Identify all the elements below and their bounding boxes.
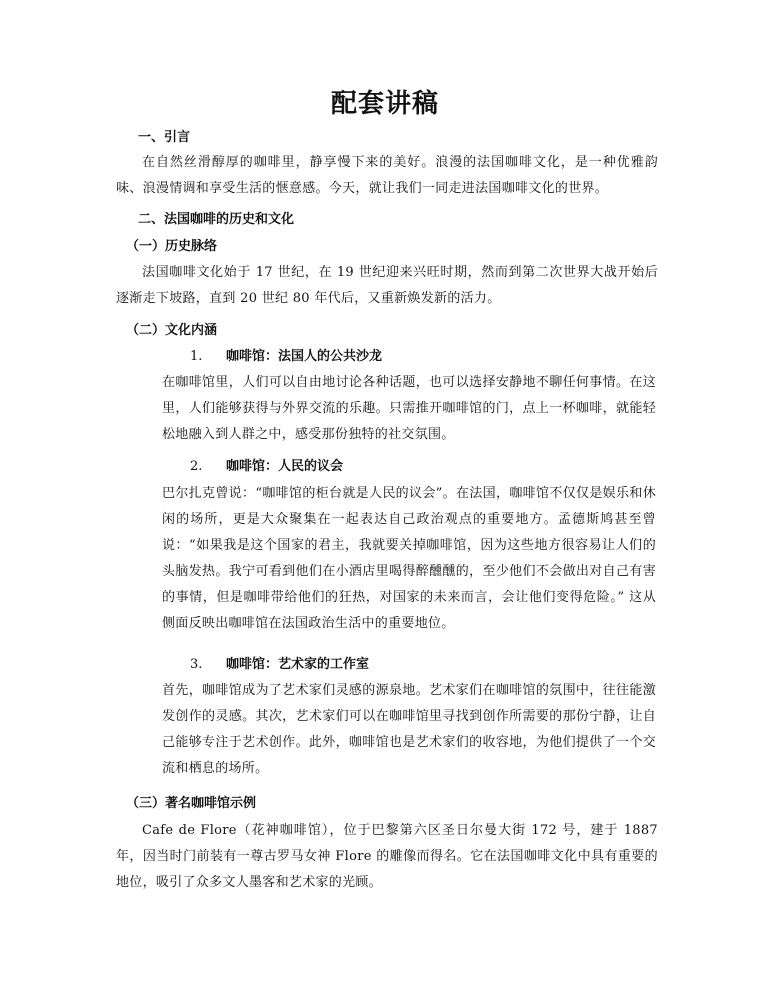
heading-history: 二、法国咖啡的历史和文化 <box>138 212 295 227</box>
subheading-famous-cafe: （三）著名咖啡馆示例 <box>126 796 257 811</box>
item-heading-studio: 咖啡馆：艺术家的工作室 <box>226 657 370 672</box>
item-number: 3. <box>190 657 203 672</box>
item-number: 1. <box>190 349 203 364</box>
item-text-salon: 在咖啡馆里，人们可以自由地讨论各种话题，也可以选择安静地不聊任何事情。在这里，人们能够获得与外界交流的乐趣。只需推开咖啡馆的门，点上一杯咖啡，就能轻松地融入到人群之中，感受那份独特的社交氛围。 <box>162 375 656 442</box>
item-number: 2. <box>190 459 203 474</box>
page-title: 配套讲稿 <box>330 89 439 119</box>
heading-intro: 一、引言 <box>138 130 191 145</box>
item-heading-salon: 咖啡馆：法国人的公共沙龙 <box>226 349 383 364</box>
subheading-culture: （二）文化内涵 <box>126 323 218 338</box>
paragraph-intro: 在自然丝滑醇厚的咖啡里，静享慢下来的美好。浪漫的法国咖啡文化，是一种优雅韵味、浪漫情调和享受生活的惬意感。今天，就让我们一同走进法国咖啡文化的世界。 <box>116 155 658 196</box>
item-heading-parliament: 咖啡馆：人民的议会 <box>226 459 344 474</box>
paragraph-famous-cafe: Cafe de Flore（花神咖啡馆），位于巴黎第六区圣日尔曼大街 172 号，建于 1887 年，因当时门前装有一尊古罗马女神 Flore 的雕像而得名。它在法国咖啡文化中具有重要的地位，吸引了众多文人墨客和艺术家的光顾。 <box>116 823 658 890</box>
item-text-studio: 首先，咖啡馆成为了艺术家们灵感的源泉地。艺术家们在咖啡馆的氛围中，往往能激发创作的灵感。其次，艺术家们可以在咖啡馆里寻找到创作所需要的那份宁静，让自己能够专注于艺术创作。此外，咖啡馆也是艺术家们的收容地，为他们提供了一个交流和栖息的场所。 <box>162 683 656 776</box>
subheading-history-context: （一）历史脉络 <box>126 239 218 254</box>
item-text-parliament: 巴尔扎克曾说：“咖啡馆的柜台就是人民的议会”。在法国，咖啡馆不仅仅是娱乐和休闲的场所，更是大众聚集在一起表达自己政治观点的重要地方。孟德斯鸠甚至曾说：“如果我是这个国家的君主，我就要关掉咖啡馆，因为这些地方很容易让人们的头脑发热。我宁可看到他们在小酒店里喝得醉醺醺的，至少他们不会做出对自己有害的事情，但是咖啡带给他们的狂热，对国家的未来而言，会让他们变得危险。” 这从侧面反映出咖啡馆在法国政治生活中的重要地位。 <box>162 486 656 631</box>
paragraph-history-context: 法国咖啡文化始于 17 世纪，在 19 世纪迎来兴旺时期，然而到第二次世界大战开始后逐渐走下坡路，直到 20 世纪 80 年代后，又重新焕发新的活力。 <box>116 265 658 306</box>
